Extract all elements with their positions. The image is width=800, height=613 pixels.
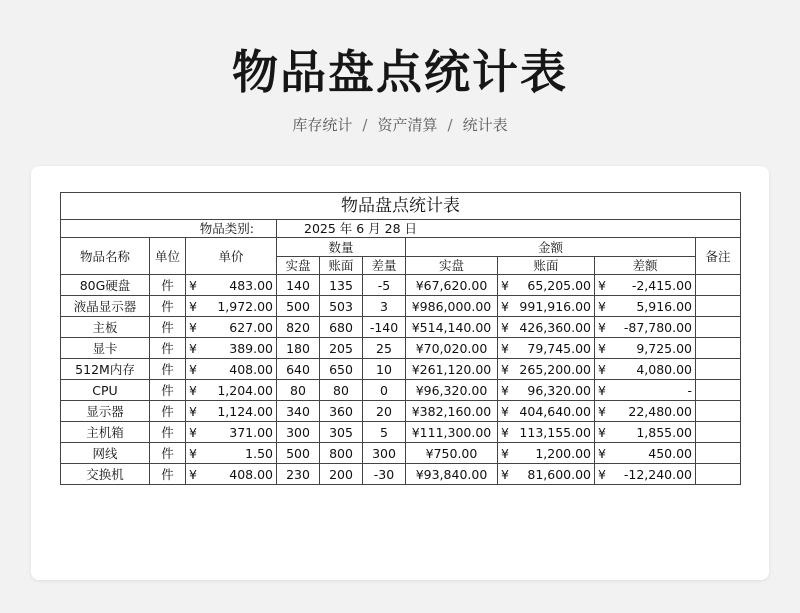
cell-qty-diff[interactable]: 20 bbox=[363, 401, 406, 422]
header-amt-diff: 差额 bbox=[595, 257, 696, 275]
cell-amt-actual[interactable]: ¥986,000.00 bbox=[406, 296, 498, 317]
cell-qty-diff[interactable]: 300 bbox=[363, 443, 406, 464]
currency-symbol: ¥ bbox=[598, 382, 606, 398]
table-row bbox=[61, 359, 741, 380]
cell-amt-diff[interactable] bbox=[595, 380, 696, 401]
currency-symbol: ¥ bbox=[598, 319, 606, 335]
cell-unit[interactable]: 件 bbox=[150, 380, 186, 401]
cell-amt-book[interactable] bbox=[498, 443, 595, 464]
cell-amt-book[interactable] bbox=[498, 359, 595, 380]
cell-price[interactable] bbox=[186, 380, 277, 401]
cell-amt-book-value: 79,745.00 bbox=[527, 340, 591, 356]
currency-symbol: ¥ bbox=[501, 403, 509, 419]
table-row bbox=[61, 338, 741, 359]
currency-symbol: ¥ bbox=[189, 298, 197, 314]
currency-symbol: ¥ bbox=[189, 445, 197, 461]
cell-amt-diff[interactable] bbox=[595, 464, 696, 485]
cell-amt-diff-value: -12,240.00 bbox=[623, 466, 692, 482]
cell-amt-book-value: 426,360.00 bbox=[519, 319, 591, 335]
cell-qty-diff[interactable]: -30 bbox=[363, 464, 406, 485]
cell-unit[interactable]: 件 bbox=[150, 464, 186, 485]
currency-symbol: ¥ bbox=[501, 424, 509, 440]
cell-amt-book[interactable] bbox=[498, 275, 595, 296]
currency-symbol: ¥ bbox=[598, 340, 606, 356]
cell-remark[interactable] bbox=[696, 401, 741, 422]
cell-amt-diff[interactable] bbox=[595, 275, 696, 296]
cell-qty-actual[interactable]: 180 bbox=[277, 338, 320, 359]
currency-symbol: ¥ bbox=[598, 298, 606, 314]
cell-amt-diff-value: -87,780.00 bbox=[623, 319, 692, 335]
cell-amt-diff[interactable] bbox=[595, 317, 696, 338]
table-row bbox=[61, 380, 741, 401]
cell-price-value: 1.50 bbox=[245, 445, 273, 461]
cell-name[interactable]: 512M内存 bbox=[61, 359, 150, 380]
cell-qty-diff[interactable]: 0 bbox=[363, 380, 406, 401]
currency-symbol: ¥ bbox=[189, 382, 197, 398]
currency-symbol: ¥ bbox=[189, 340, 197, 356]
cell-qty-book[interactable]: 680 bbox=[320, 317, 363, 338]
cell-qty-diff[interactable]: 5 bbox=[363, 422, 406, 443]
cell-amt-diff[interactable] bbox=[595, 338, 696, 359]
cell-name[interactable]: 显示器 bbox=[61, 401, 150, 422]
cell-amt-book[interactable] bbox=[498, 422, 595, 443]
breadcrumb bbox=[0, 114, 800, 135]
cell-remark[interactable] bbox=[696, 296, 741, 317]
header-name: 物品名称 bbox=[61, 238, 150, 275]
breadcrumb-item-inventory[interactable]: 库存统计 bbox=[292, 116, 353, 134]
sheet-title: 物品盘点统计表 bbox=[61, 193, 741, 220]
header-qty-actual: 实盘 bbox=[277, 257, 320, 275]
cell-amt-diff-value: -2,415.00 bbox=[631, 277, 692, 293]
cell-amt-diff[interactable] bbox=[595, 422, 696, 443]
cell-unit[interactable]: 件 bbox=[150, 359, 186, 380]
cell-price[interactable] bbox=[186, 464, 277, 485]
cell-price[interactable] bbox=[186, 359, 277, 380]
cell-qty-book[interactable]: 305 bbox=[320, 422, 363, 443]
cell-amt-actual[interactable]: ¥261,120.00 bbox=[406, 359, 498, 380]
cell-remark[interactable] bbox=[696, 464, 741, 485]
cell-amt-diff-value: 5,916.00 bbox=[636, 298, 692, 314]
currency-symbol: ¥ bbox=[189, 361, 197, 377]
cell-qty-actual[interactable]: 640 bbox=[277, 359, 320, 380]
cell-name[interactable]: 液晶显示器 bbox=[61, 296, 150, 317]
cell-amt-diff-value: 22,480.00 bbox=[628, 403, 692, 419]
cell-price[interactable] bbox=[186, 338, 277, 359]
cell-price-value: 389.00 bbox=[229, 340, 273, 356]
cell-amt-diff-value: 9,725.00 bbox=[636, 340, 692, 356]
cell-price-value: 483.00 bbox=[229, 277, 273, 293]
cell-qty-diff[interactable]: 10 bbox=[363, 359, 406, 380]
cell-amt-diff[interactable] bbox=[595, 359, 696, 380]
cell-amt-book[interactable] bbox=[498, 380, 595, 401]
currency-symbol: ¥ bbox=[189, 277, 197, 293]
cell-price[interactable] bbox=[186, 317, 277, 338]
cell-unit[interactable]: 件 bbox=[150, 296, 186, 317]
currency-symbol: ¥ bbox=[501, 298, 509, 314]
cell-name[interactable]: CPU bbox=[61, 380, 150, 401]
cell-qty-book[interactable]: 503 bbox=[320, 296, 363, 317]
table-row bbox=[61, 317, 741, 338]
cell-amt-book-value: 96,320.00 bbox=[527, 382, 591, 398]
cell-amt-book[interactable] bbox=[498, 296, 595, 317]
cell-name[interactable]: 主机箱 bbox=[61, 422, 150, 443]
cell-unit[interactable]: 件 bbox=[150, 443, 186, 464]
sheet-card bbox=[31, 166, 769, 580]
cell-qty-diff[interactable]: 25 bbox=[363, 338, 406, 359]
cell-name[interactable]: 网线 bbox=[61, 443, 150, 464]
cell-unit[interactable]: 件 bbox=[150, 275, 186, 296]
header-remark: 备注 bbox=[696, 238, 741, 275]
cell-price[interactable] bbox=[186, 296, 277, 317]
header-unit: 单位 bbox=[150, 238, 186, 275]
cell-amt-actual[interactable]: ¥67,620.00 bbox=[406, 275, 498, 296]
header-qty-diff: 差量 bbox=[363, 257, 406, 275]
currency-symbol: ¥ bbox=[189, 424, 197, 440]
cell-qty-actual[interactable]: 340 bbox=[277, 401, 320, 422]
breadcrumb-item-current[interactable]: 统计表 bbox=[462, 116, 508, 134]
currency-symbol: ¥ bbox=[598, 445, 606, 461]
cell-amt-book-value: 1,200.00 bbox=[535, 445, 591, 461]
cell-price-value: 1,204.00 bbox=[217, 382, 273, 398]
currency-symbol: ¥ bbox=[598, 403, 606, 419]
cell-amt-book-value: 404,640.00 bbox=[519, 403, 591, 419]
cell-amt-actual[interactable]: ¥750.00 bbox=[406, 443, 498, 464]
table-row bbox=[61, 422, 741, 443]
cell-name[interactable]: 80G硬盘 bbox=[61, 275, 150, 296]
cell-amt-actual[interactable]: ¥382,160.00 bbox=[406, 401, 498, 422]
table-row bbox=[61, 401, 741, 422]
cell-unit[interactable]: 件 bbox=[150, 338, 186, 359]
cell-amt-actual[interactable]: ¥514,140.00 bbox=[406, 317, 498, 338]
cell-qty-book[interactable]: 205 bbox=[320, 338, 363, 359]
cell-price-value: 371.00 bbox=[229, 424, 273, 440]
currency-symbol: ¥ bbox=[501, 466, 509, 482]
header-amt-actual: 实盘 bbox=[406, 257, 498, 275]
table-row bbox=[61, 296, 741, 317]
cell-amt-book-value: 113,155.00 bbox=[519, 424, 591, 440]
cell-price[interactable] bbox=[186, 401, 277, 422]
cell-qty-book[interactable]: 360 bbox=[320, 401, 363, 422]
cell-amt-book-value: 65,205.00 bbox=[527, 277, 591, 293]
cell-qty-actual[interactable]: 230 bbox=[277, 464, 320, 485]
cell-price-value: 627.00 bbox=[229, 319, 273, 335]
cell-name[interactable]: 交换机 bbox=[61, 464, 150, 485]
cell-remark[interactable] bbox=[696, 443, 741, 464]
currency-symbol: ¥ bbox=[598, 466, 606, 482]
header-price: 单价 bbox=[186, 238, 277, 275]
currency-symbol: ¥ bbox=[501, 361, 509, 377]
cell-qty-actual[interactable]: 500 bbox=[277, 443, 320, 464]
cell-qty-diff[interactable]: -5 bbox=[363, 275, 406, 296]
cell-price[interactable] bbox=[186, 422, 277, 443]
cell-price-value: 1,972.00 bbox=[217, 298, 273, 314]
breadcrumb-separator: / bbox=[362, 116, 368, 134]
cell-remark[interactable] bbox=[696, 317, 741, 338]
currency-symbol: ¥ bbox=[501, 340, 509, 356]
cell-qty-diff[interactable]: 3 bbox=[363, 296, 406, 317]
cell-amt-book-value: 81,600.00 bbox=[527, 466, 591, 482]
cell-qty-actual[interactable]: 80 bbox=[277, 380, 320, 401]
category-label: 物品类别: bbox=[61, 220, 277, 238]
cell-name[interactable]: 主板 bbox=[61, 317, 150, 338]
cell-amt-book-value: 991,916.00 bbox=[519, 298, 591, 314]
header-quantity: 数量 bbox=[277, 238, 406, 257]
cell-price[interactable] bbox=[186, 443, 277, 464]
currency-symbol: ¥ bbox=[501, 382, 509, 398]
cell-remark[interactable] bbox=[696, 338, 741, 359]
cell-qty-actual[interactable]: 500 bbox=[277, 296, 320, 317]
header-qty-book: 账面 bbox=[320, 257, 363, 275]
cell-amt-diff-value: 1,855.00 bbox=[636, 424, 692, 440]
cell-amt-diff-value: 450.00 bbox=[648, 445, 692, 461]
cell-remark[interactable] bbox=[696, 359, 741, 380]
cell-amt-diff-value: 4,080.00 bbox=[636, 361, 692, 377]
currency-symbol: ¥ bbox=[501, 319, 509, 335]
cell-remark[interactable] bbox=[696, 422, 741, 443]
table-row bbox=[61, 275, 741, 296]
cell-qty-book[interactable]: 650 bbox=[320, 359, 363, 380]
sheet-date: 2025 年 6 月 28 日 bbox=[277, 220, 741, 238]
cell-qty-book[interactable]: 80 bbox=[320, 380, 363, 401]
cell-amt-actual[interactable]: ¥111,300.00 bbox=[406, 422, 498, 443]
cell-remark[interactable] bbox=[696, 380, 741, 401]
cell-amt-actual[interactable]: ¥93,840.00 bbox=[406, 464, 498, 485]
breadcrumb-item-assets[interactable]: 资产清算 bbox=[377, 116, 438, 134]
cell-qty-book[interactable]: 800 bbox=[320, 443, 363, 464]
currency-symbol: ¥ bbox=[189, 466, 197, 482]
cell-unit[interactable]: 件 bbox=[150, 422, 186, 443]
cell-price-value: 1,124.00 bbox=[217, 403, 273, 419]
cell-price-value: 408.00 bbox=[229, 466, 273, 482]
cell-amt-actual[interactable]: ¥70,020.00 bbox=[406, 338, 498, 359]
currency-symbol: ¥ bbox=[189, 403, 197, 419]
cell-amt-diff-value: - bbox=[687, 382, 692, 398]
breadcrumb-separator: / bbox=[447, 116, 453, 134]
cell-qty-book[interactable]: 200 bbox=[320, 464, 363, 485]
cell-qty-book[interactable]: 135 bbox=[320, 275, 363, 296]
cell-qty-diff[interactable]: -140 bbox=[363, 317, 406, 338]
cell-amt-book[interactable] bbox=[498, 401, 595, 422]
cell-amt-diff[interactable] bbox=[595, 443, 696, 464]
currency-symbol: ¥ bbox=[501, 277, 509, 293]
cell-unit[interactable]: 件 bbox=[150, 401, 186, 422]
cell-amt-book[interactable] bbox=[498, 338, 595, 359]
cell-name[interactable]: 显卡 bbox=[61, 338, 150, 359]
cell-amt-diff[interactable] bbox=[595, 296, 696, 317]
header-amt-book: 账面 bbox=[498, 257, 595, 275]
table-row bbox=[61, 443, 741, 464]
cell-unit[interactable]: 件 bbox=[150, 317, 186, 338]
cell-amt-actual[interactable]: ¥96,320.00 bbox=[406, 380, 498, 401]
currency-symbol: ¥ bbox=[501, 445, 509, 461]
currency-symbol: ¥ bbox=[598, 277, 606, 293]
cell-amt-book[interactable] bbox=[498, 317, 595, 338]
inventory-table bbox=[60, 192, 741, 485]
cell-qty-actual[interactable]: 300 bbox=[277, 422, 320, 443]
cell-price-value: 408.00 bbox=[229, 361, 273, 377]
currency-symbol: ¥ bbox=[598, 361, 606, 377]
page-title: 物品盘点统计表 bbox=[232, 45, 568, 99]
cell-amt-diff[interactable] bbox=[595, 401, 696, 422]
cell-amt-book-value: 265,200.00 bbox=[519, 361, 591, 377]
table-row bbox=[61, 464, 741, 485]
currency-symbol: ¥ bbox=[189, 319, 197, 335]
cell-amt-book[interactable] bbox=[498, 464, 595, 485]
cell-qty-actual[interactable]: 140 bbox=[277, 275, 320, 296]
currency-symbol: ¥ bbox=[598, 424, 606, 440]
cell-remark[interactable] bbox=[696, 275, 741, 296]
cell-price[interactable] bbox=[186, 275, 277, 296]
header-amount: 金额 bbox=[406, 238, 696, 257]
cell-qty-actual[interactable]: 820 bbox=[277, 317, 320, 338]
